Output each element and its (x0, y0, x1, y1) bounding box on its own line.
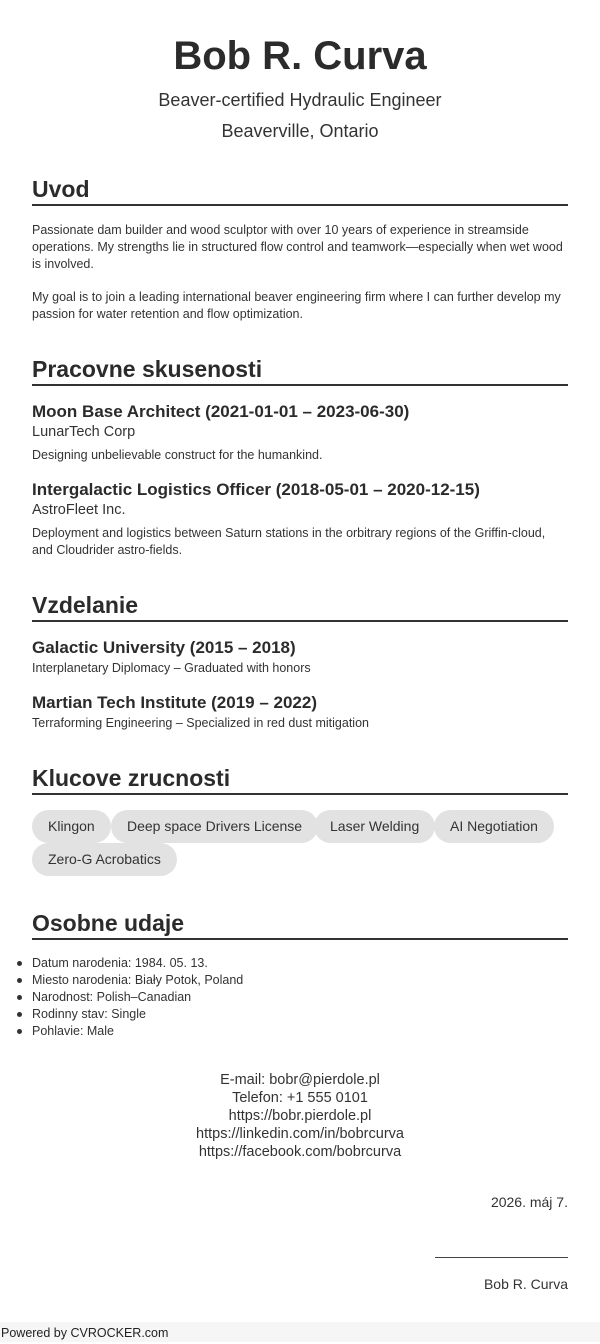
contact-linkedin: https://linkedin.com/in/bobrcurva (196, 1126, 404, 1142)
personal-detail-birthdate: Datum narodenia: 1984. 05. 13. (32, 955, 568, 972)
section-heading-skills: Klucove zrucnosti (32, 764, 568, 795)
job-description: Designing unbelievable construct for the humankind. (32, 448, 323, 462)
job-description: Deployment and logistics between Saturn stations in the orbitrary regions of the Griffin-cloud, and Cloudrider astro-fields. (32, 526, 546, 557)
education-description: Interplanetary Diplomacy – Graduated with honors (32, 661, 311, 675)
contact-phone: Telefon: +1 555 0101 (232, 1090, 368, 1106)
skill-tag: Zero-G Acrobatics (32, 843, 177, 876)
job-title: Moon Base Architect (2021-01-01 – 2023-06-30) (32, 402, 410, 421)
signature-name: Bob R. Curva (483, 1276, 568, 1292)
section-heading-intro: Uvod (32, 175, 568, 206)
job-company: LunarTech Corp (32, 424, 136, 440)
skill-tag: Klingon (32, 810, 111, 843)
personal-detail-marital-status: Rodinny stav: Single (32, 1006, 568, 1023)
powered-by-footer[interactable]: Powered by CVROCKER.com (0, 1322, 600, 1342)
contact-block (32, 1071, 568, 1161)
document-date: 2026. máj 7. (490, 1194, 568, 1210)
education-title: Martian Tech Institute (2019 – 2022) (32, 693, 318, 712)
personal-detail-birthplace: Miesto narodenia: Biały Potok, Poland (32, 972, 568, 989)
contact-facebook: https://facebook.com/bobrcurva (198, 1144, 402, 1160)
job-company: AstroFleet Inc. (32, 502, 126, 518)
personal-detail-gender: Pohlavie: Male (32, 1023, 568, 1040)
skill-tag: AI Negotiation (434, 810, 554, 843)
education-title: Galactic University (2015 – 2018) (32, 638, 296, 657)
candidate-location: Beaverville, Ontario (221, 121, 379, 141)
contact-website: https://bobr.pierdole.pl (228, 1108, 372, 1124)
skill-tag: Deep space Drivers License (111, 810, 318, 843)
intro-paragraph-2: My goal is to join a leading international beaver engineering firm where I can further develop my passion for water retention and flow optimization. (32, 290, 561, 321)
signature-line (435, 1257, 568, 1258)
personal-detail-nationality: Narodnost: Polish–Canadian (32, 989, 568, 1006)
education-description: Terraforming Engineering – Specialized in red dust mitigation (32, 716, 369, 730)
candidate-title: Beaver-certified Hydraulic Engineer (158, 90, 442, 110)
candidate-name: Bob R. Curva (173, 34, 427, 78)
section-heading-education: Vzdelanie (32, 591, 568, 622)
contact-email: E-mail: bobr@pierdole.pl (220, 1072, 380, 1088)
personal-details-list (32, 955, 568, 1040)
intro-paragraph-1: Passionate dam builder and wood sculptor with over 10 years of experience in streamside operations. My strengths lie in structured flow control and teamwork—especially when wet wood is involved. (32, 223, 563, 271)
section-heading-experience: Pracovne skusenosti (32, 355, 568, 386)
skill-tag: Laser Welding (314, 810, 435, 843)
section-heading-personal: Osobne udaje (32, 909, 568, 940)
job-title: Intergalactic Logistics Officer (2018-05-01 – 2020-12-15) (32, 480, 480, 499)
